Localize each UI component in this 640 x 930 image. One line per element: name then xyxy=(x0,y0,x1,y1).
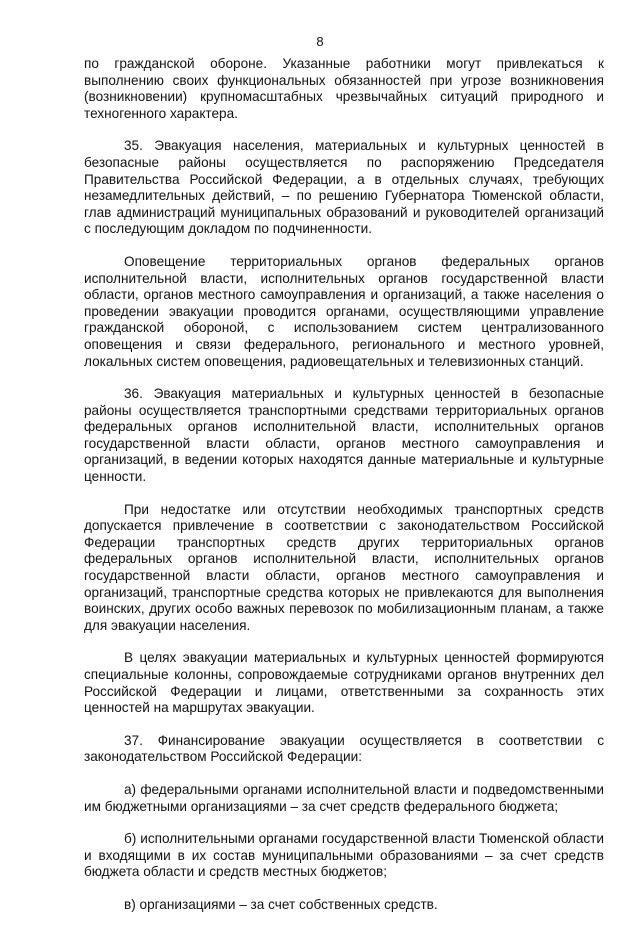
document-body xyxy=(84,56,604,930)
page-number: 8 xyxy=(316,34,324,49)
list-item-b: б) исполнительными органами государственной власти Тюменской области и входящими в их состав муниципальными образованиями – за счет средств бюджета области и средств местных бюджетов; xyxy=(84,831,604,880)
paragraph-transport-shortage: При недостатке или отсутствии необходимых транспортных средств допускается привлечение в соответствии с законодательством Российской Федерации транспортных средств других территориальных органов федеральных органов исполнительной власти, исполнительных органов государственной власти области, органов местного самоуправления и организаций, транспортные средства которых не привлекаются для выполнения воинских, других особо важных перевозок по мобилизационным планам, а также для эвакуации населения. xyxy=(84,501,604,633)
paragraph-continuation: по гражданской обороне. Указанные работники могут привлекаться к выполнению своих функциональных обязанностей при угрозе возникновения (возникновении) крупномасштабных чрезвычайных ситуаций природного и техногенного характера. xyxy=(84,56,604,121)
paragraph-special-columns: В целях эвакуации материальных и культурных ценностей формируются специальные колонны, сопровождаемые сотрудниками органов внутренних дел Российской Федерации и лицами, ответственными за сохранность этих ценностей на маршрутах эвакуации. xyxy=(84,650,604,716)
list-item-c: в) организациями – за счет собственных средств. xyxy=(124,896,438,912)
list-item-a: а) федеральными органами исполнительной власти и подведомственными им бюджетными организациями – за счет средств федерального бюджета; xyxy=(84,781,604,814)
paragraph-36: 36. Эвакуация материальных и культурных ценностей в безопасные районы осуществляется транспортными средствами территориальных органов федеральных органов исполнительной власти, исполнительных органов государственной власти области, органов местного самоуправления и организаций, в ведении которых находятся данные материальные и культурные ценности. xyxy=(84,386,604,485)
paragraph-notification: Оповещение территориальных органов федеральных органов исполнительной власти, исполнительных органов государственной власти области, органов местного самоуправления и организаций, а также населения о проведении эвакуации проводится органами, осуществляющими управление гражданской обороной, с использованием систем централизованного оповещения и связи федерального, регионального и местного уровней, локальных систем оповещения, радиовещательных и телевизионных станций. xyxy=(84,253,604,369)
paragraph-35: 35. Эвакуация населения, материальных и культурных ценностей в безопасные районы осуществляется по распоряжению Председателя Правительства Российской Федерации, а в отдельных случаях, требующих незамедлительных действий, – по решению Губернатора Тюменской области, глав администраций муниципальных образований и руководителей организаций с последующим докладом по подчиненности. xyxy=(84,138,604,237)
paragraph-37: 37. Финансирование эвакуации осуществляется в соответствии с законодательством Российской Федерации: xyxy=(84,732,604,765)
